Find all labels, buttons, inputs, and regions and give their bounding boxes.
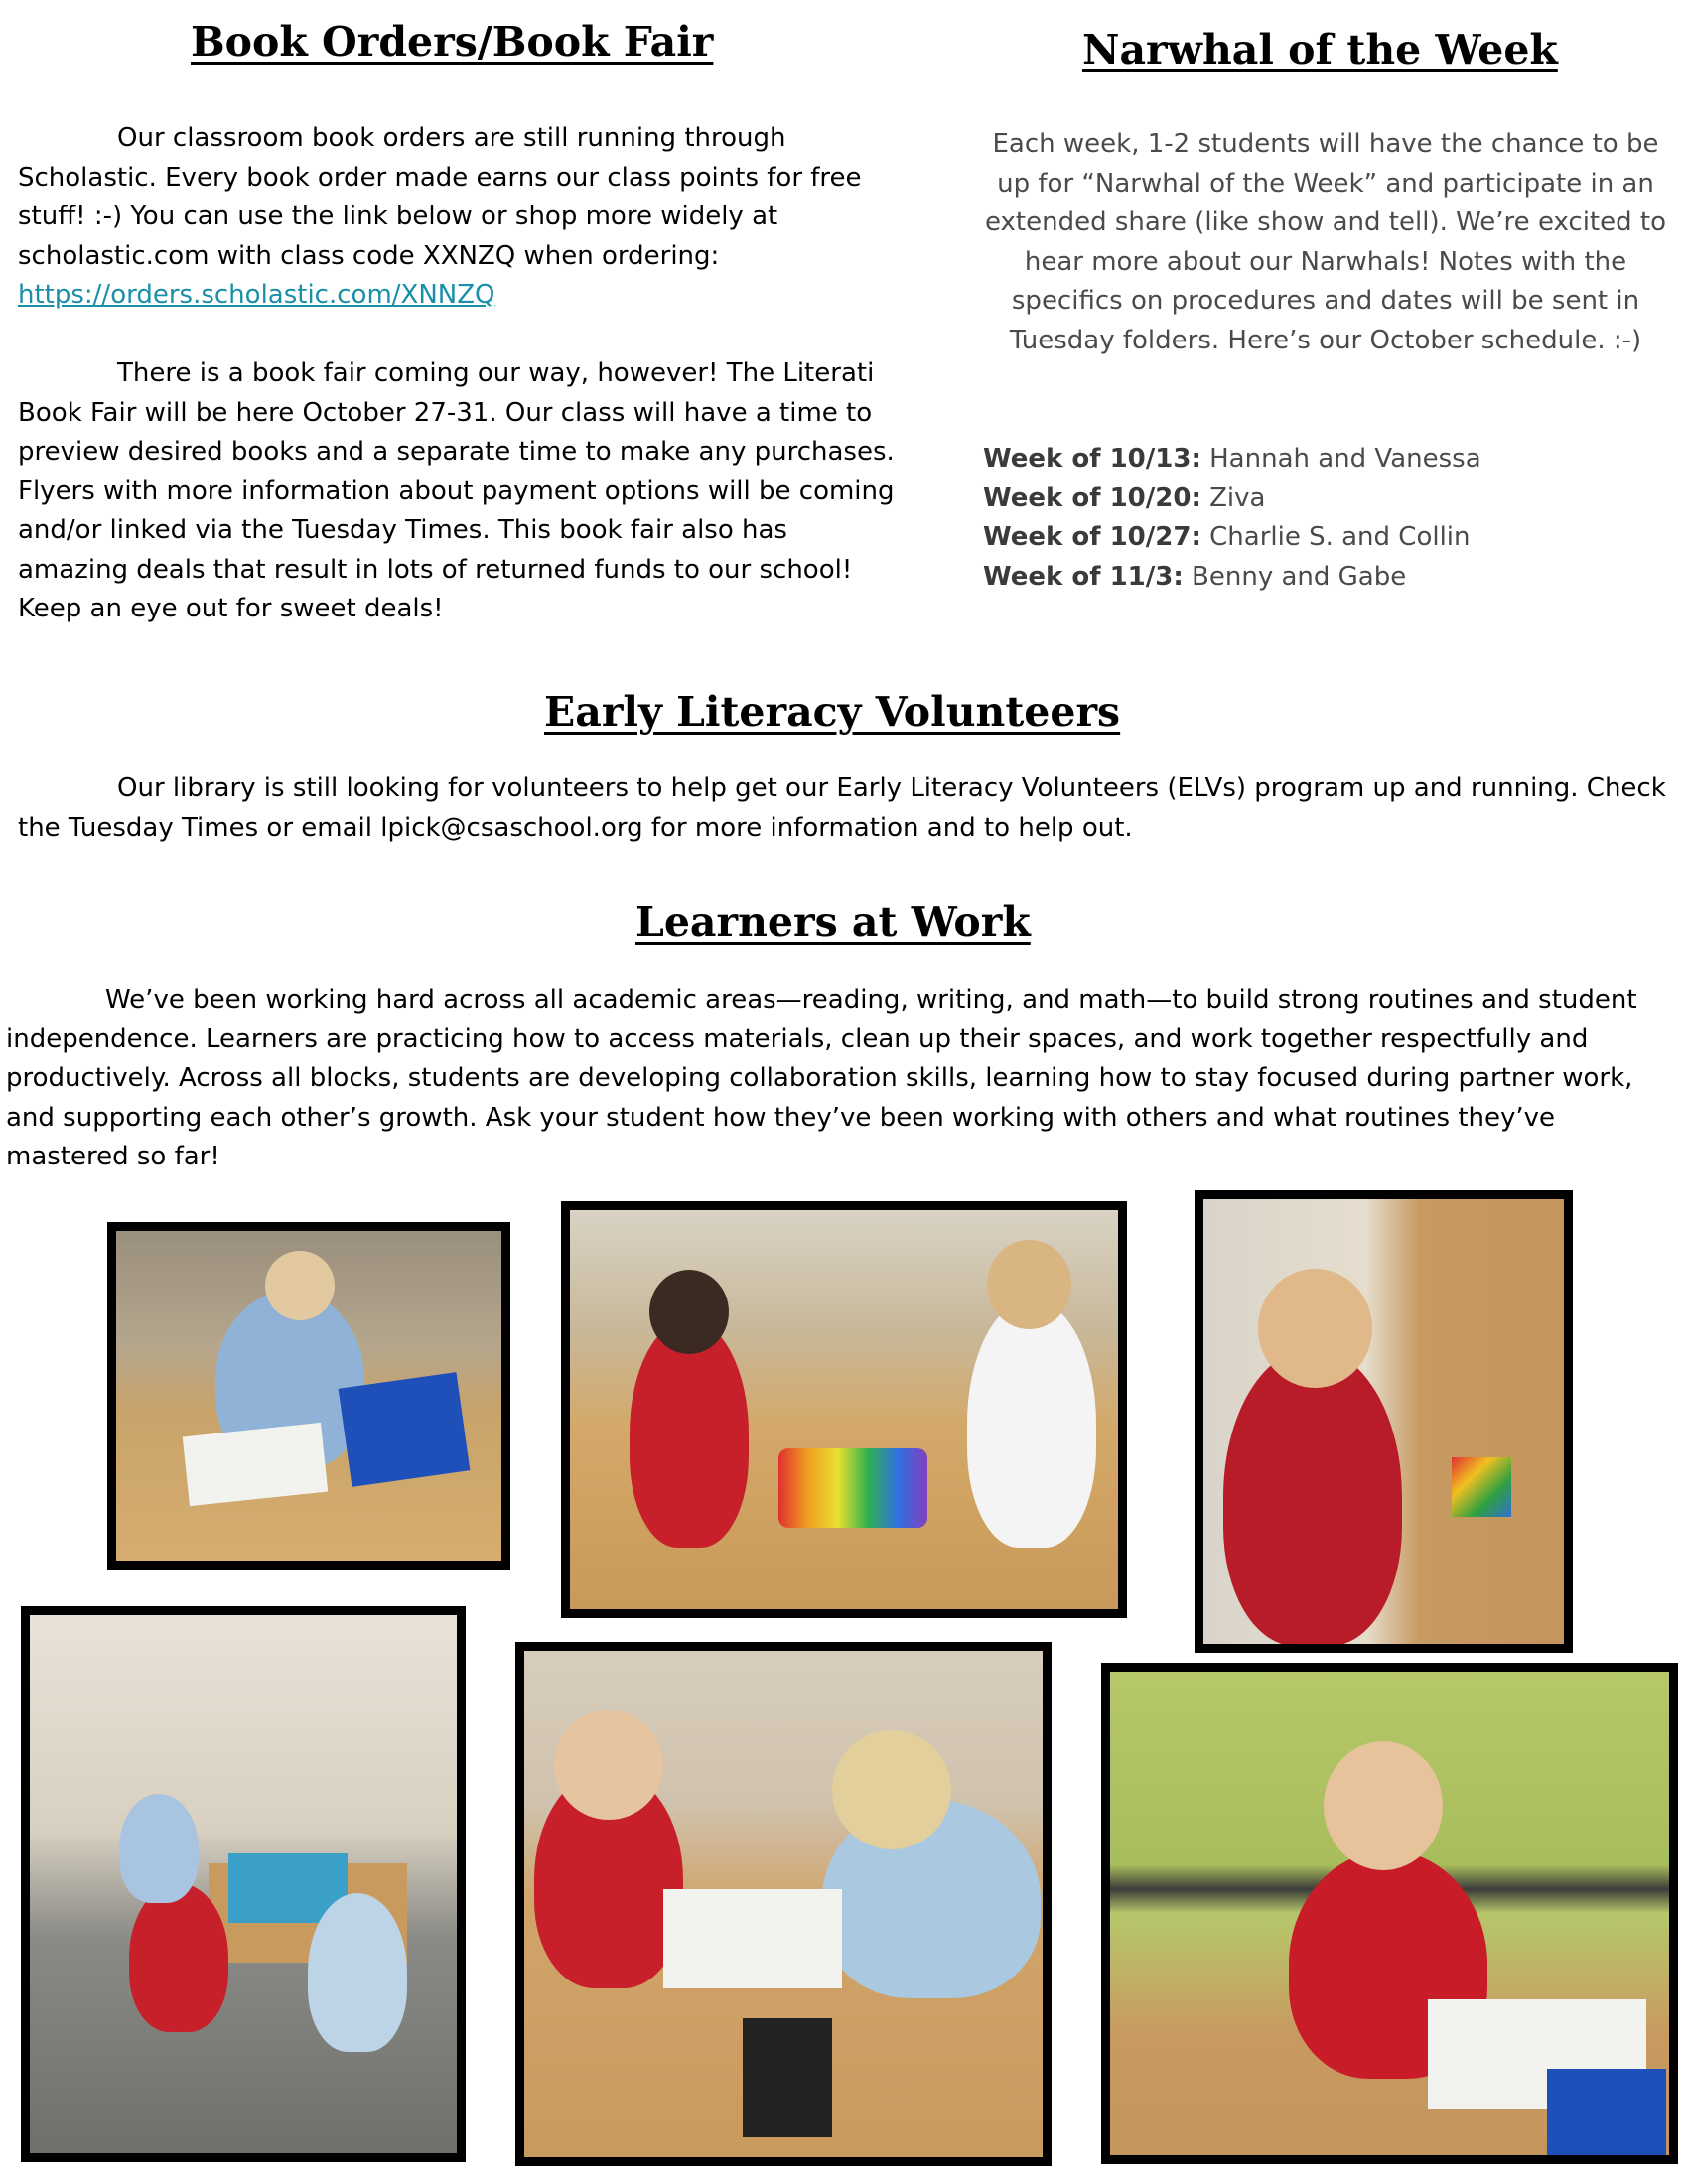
learners-section <box>6 981 1674 1177</box>
elv-heading: Early Literacy Volunteers <box>544 688 1121 736</box>
photo-boy-writing <box>107 1222 510 1570</box>
book-orders-paragraph <box>18 119 902 316</box>
learners-heading: Learners at Work <box>635 898 1031 946</box>
scholastic-order-link[interactable]: https://orders.scholastic.com/XNNZQ <box>18 280 495 310</box>
schedule-week: Week of 10/13: <box>983 444 1201 474</box>
photo-girl-writing <box>1101 1663 1678 2164</box>
book-fair-paragraph: There is a book fair coming our way, however! The Literati Book Fair will be here October 27-31. Our class will have a time to preview desired books and a separate time to make any purchases. Flyers with more information about payment options will be coming and/or linked via the Tuesday Times. This book fair also has amazing deals that result in lots of returned funds to our school! Keep an eye out for sweet deals! <box>18 358 895 623</box>
narwhal-intro-text: Each week, 1-2 students will have the chance to be up for “Narwhal of the Week” and participate in an extended share (like show and tell). We’re excited to hear more about our Narwhals! Notes with the specifics on procedures and dates will be sent in Tuesday folders. Here’s our October schedule. :-) <box>984 129 1666 355</box>
schedule-names: Ziva <box>1209 482 1266 513</box>
learners-paragraph: We’ve been working hard across all academic areas—reading, writing, and math—to build strong routines and student independence. Learners are practicing how to access materials, clean up their spaces, and work together respectfully and productively. Across all blocks, students are developing collaboration skills, learning how to stay focused during partner work, and supporting each other’s growth. Ask your student how they’ve been working with others and what routines they’ve mastered so far! <box>6 985 1637 1171</box>
schedule-row <box>983 440 1678 479</box>
schedule-row <box>983 518 1678 558</box>
photo-pop-it-game <box>561 1201 1127 1618</box>
schedule-names: Charlie S. and Collin <box>1209 522 1471 552</box>
narwhal-heading: Narwhal of the Week <box>1082 26 1558 73</box>
schedule-names: Hannah and Vanessa <box>1209 444 1481 474</box>
book-orders-heading: Book Orders/Book Fair <box>191 18 714 66</box>
elv-section <box>18 769 1676 848</box>
photo-smiling-boy <box>1195 1190 1573 1653</box>
narwhal-schedule <box>983 440 1678 597</box>
schedule-row <box>983 558 1678 598</box>
elv-paragraph: Our library is still looking for volunteers to help get our Early Literacy Volunteers (ELVs) program up and running. Check the Tuesday Times or email lpick@csaschool.org for more information and to help out. <box>18 773 1666 843</box>
schedule-week: Week of 11/3: <box>983 561 1184 592</box>
photo-group-writing <box>515 1642 1052 2166</box>
book-orders-section <box>18 119 902 629</box>
photo-library-board-game <box>21 1606 466 2162</box>
schedule-names: Benny and Gabe <box>1192 561 1407 592</box>
schedule-row <box>983 479 1678 519</box>
schedule-week: Week of 10/20: <box>983 482 1201 513</box>
narwhal-intro <box>978 125 1673 360</box>
schedule-week: Week of 10/27: <box>983 522 1201 552</box>
book-orders-text: Our classroom book orders are still running through Scholastic. Every book order made earns our class points for free stuff! :-) You can use the link below or shop more widely at scholastic.com with class code XXNZQ when ordering: <box>18 123 862 271</box>
